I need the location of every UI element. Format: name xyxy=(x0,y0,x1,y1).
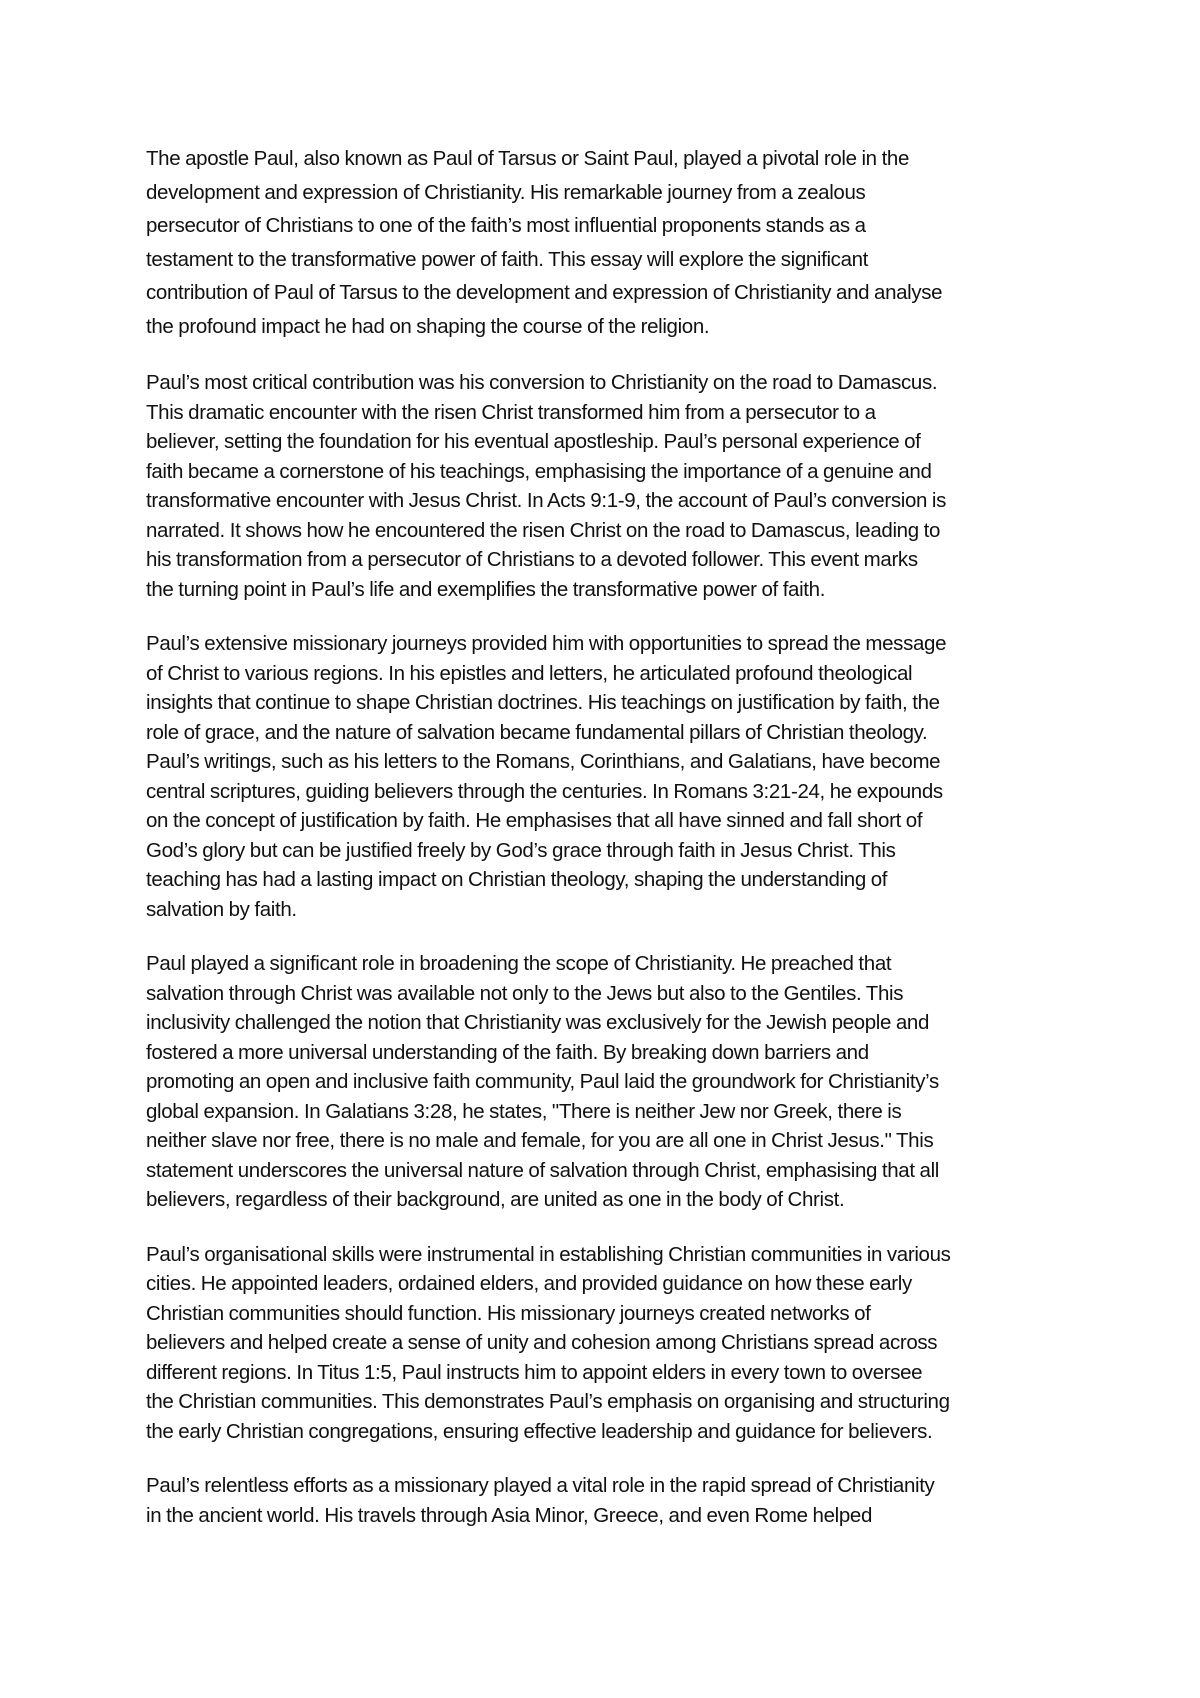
text-line: promoting an open and inclusive faith community, Paul laid the groundwork for Christianity’s xyxy=(146,1070,939,1093)
text-line: global expansion. In Galatians 3:28, he states, "There is neither Jew nor Greek, there is xyxy=(146,1099,902,1123)
text-line: Paul’s relentless efforts as a missionary played a vital role in the rapid spread of Christianity xyxy=(146,1474,935,1497)
text-line: narrated. It shows how he encountered the risen Christ on the road to Damascus, leading to xyxy=(146,518,941,542)
text-line: Paul’s writings, such as his letters to the Romans, Corinthians, and Galatians, have become xyxy=(146,750,941,773)
paragraph-missionary-journeys xyxy=(146,629,1076,924)
text-line: insights that continue to shape Christian doctrines. His teachings on justification by faith, the xyxy=(146,691,940,714)
paragraph-missionary-efforts xyxy=(146,1471,1076,1530)
text-line: development and expression of Christianity. His remarkable journey from a zealous xyxy=(146,180,866,204)
text-line: transformative encounter with Jesus Christ. In Acts 9:1-9, the account of Paul’s conversion is xyxy=(146,489,946,512)
text-line: salvation through Christ was available not only to the Jews but also to the Gentiles. This xyxy=(146,981,904,1005)
text-line: role of grace, and the nature of salvation became fundamental pillars of Christian theology. xyxy=(146,720,928,744)
paragraph-organisational-skills xyxy=(146,1240,1076,1447)
paragraph-broadening-scope xyxy=(146,949,1076,1215)
text-line: the Christian communities. This demonstrates Paul’s emphasis on organising and structuring xyxy=(146,1390,950,1413)
document-body xyxy=(146,142,1076,1555)
text-line: Christian communities should function. His missionary journeys created networks of xyxy=(146,1301,871,1325)
text-line: cities. He appointed leaders, ordained elders, and provided guidance on how these early xyxy=(146,1272,912,1295)
text-line: the early Christian congregations, ensuring effective leadership and guidance for believers. xyxy=(146,1419,933,1443)
text-line: Paul played a significant role in broadening the scope of Christianity. He preached that xyxy=(146,952,892,975)
text-line: The apostle Paul, also known as Paul of Tarsus or Saint Paul, played a pivotal role in the xyxy=(146,147,910,170)
text-line: the turning point in Paul’s life and exemplifies the transformative power of faith. xyxy=(146,577,826,601)
text-line: statement underscores the universal nature of salvation through Christ, emphasising that all xyxy=(146,1158,940,1182)
text-line: contribution of Paul of Tarsus to the development and expression of Christianity and analyse xyxy=(146,281,943,304)
text-line: different regions. In Titus 1:5, Paul instructs him to appoint elders in every town to oversee xyxy=(146,1360,923,1384)
text-line: This dramatic encounter with the risen Christ transformed him from a persecutor to a xyxy=(146,400,876,424)
text-line: salvation by faith. xyxy=(146,897,297,921)
text-line: central scriptures, guiding believers through the centuries. In Romans 3:21-24, he expounds xyxy=(146,779,943,803)
text-line: Paul’s organisational skills were instrumental in establishing Christian communities in various xyxy=(146,1242,951,1266)
text-line: his transformation from a persecutor of Christians to a devoted follower. This event marks xyxy=(146,548,918,571)
text-line: on the concept of justification by faith. He emphasises that all have sinned and fall short of xyxy=(146,809,923,832)
text-line: the profound impact he had on shaping the course of the religion. xyxy=(146,314,710,338)
text-line: teaching has had a lasting impact on Christian theology, shaping the understanding of xyxy=(146,868,888,891)
text-line: of Christ to various regions. In his epistles and letters, he articulated profound theological xyxy=(146,661,913,685)
text-line: Paul’s most critical contribution was his conversion to Christianity on the road to Damascus. xyxy=(146,371,938,394)
text-line: believers, regardless of their background, are united as one in the body of Christ. xyxy=(146,1188,845,1211)
paragraph-introduction xyxy=(146,142,1076,343)
text-line: God’s glory but can be justified freely by God’s grace through faith in Jesus Christ. This xyxy=(146,838,896,862)
text-line: believer, setting the foundation for his eventual apostleship. Paul’s personal experience of xyxy=(146,430,921,453)
text-line: testament to the transformative power of faith. This essay will explore the significant xyxy=(146,247,869,271)
text-line: neither slave nor free, there is no male and female, for you are all one in Christ Jesus." This xyxy=(146,1129,934,1152)
text-line: persecutor of Christians to one of the faith’s most influential proponents stands as a xyxy=(146,214,866,237)
text-line: believers and helped create a sense of unity and cohesion among Christians spread across xyxy=(146,1331,938,1354)
text-line: inclusivity challenged the notion that Christianity was exclusively for the Jewish people and xyxy=(146,1011,930,1034)
text-line: faith became a cornerstone of his teachings, emphasising the importance of a genuine and xyxy=(146,459,932,483)
text-line: fostered a more universal understanding of the faith. By breaking down barriers and xyxy=(146,1040,869,1064)
text-line: in the ancient world. His travels through Asia Minor, Greece, and even Rome helped xyxy=(146,1503,872,1527)
paragraph-conversion xyxy=(146,368,1076,604)
text-line: Paul’s extensive missionary journeys provided him with opportunities to spread the message xyxy=(146,632,947,655)
